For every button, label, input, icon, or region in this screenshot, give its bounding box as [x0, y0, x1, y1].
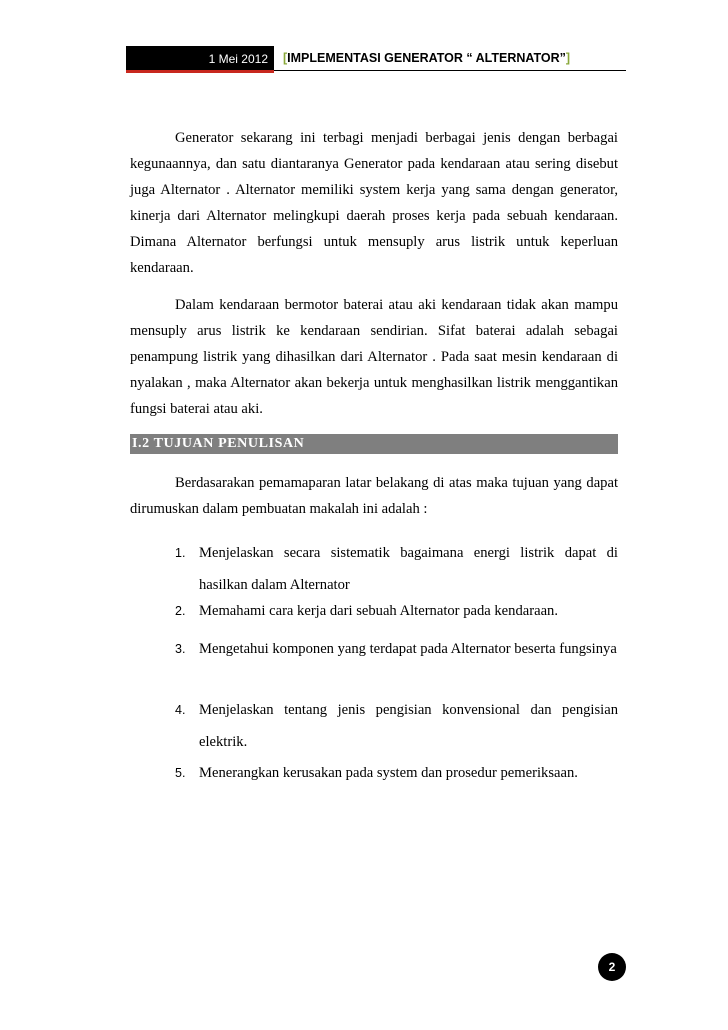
paragraph-battery: Dalam kendaraan bermotor baterai atau aki kendaraan tidak akan mampu mensuply arus listrik ke kendaraan sendirian. Sifat baterai adalah sebagai penampung listrik yang dihasilkan dari Alternator . Pada saat mesin kendaraan di nyalakan , maka Alternator akan bekerja untuk menghasilkan listrik menggantikan fungsi baterai atau aki. — [130, 297, 618, 417]
list-item-text: Memahami cara kerja dari sebuah Alternator pada kendaraan. — [199, 603, 558, 619]
section-intro: Berdasarakan pemamaparan latar belakang di atas maka tujuan yang dapat dirumuskan dalam pembuatan makalah ini adalah : — [130, 475, 618, 517]
list-item-number: 1. — [175, 546, 186, 560]
list-item-number: 5. — [175, 766, 186, 780]
header-rule — [274, 70, 626, 71]
list-item-number: 2. — [175, 604, 186, 618]
header-date-text: 1 Mei 2012 — [208, 52, 268, 66]
list-item-text: Mengetahui komponen yang terdapat pada Alternator beserta fungsinya — [199, 641, 617, 657]
list-item-text: Menjelaskan secara sistematik bagaimana energi listrik dapat di hasilkan dalam Alternator — [199, 545, 618, 593]
list-item-text: Menerangkan kerusakan pada system dan prosedur pemeriksaan. — [199, 765, 578, 781]
header-bracket-close: ] — [565, 51, 571, 65]
header-title — [283, 51, 570, 65]
section-heading: I.2 TUJUAN PENULISAN — [130, 434, 618, 454]
header-accent-line — [126, 70, 274, 73]
header-date — [126, 46, 274, 72]
list-item-number: 3. — [175, 642, 186, 656]
list-item-number: 4. — [175, 703, 186, 717]
page-number-badge — [598, 953, 626, 981]
list-item-text: Menjelaskan tentang jenis pengisian konvensional dan pengisian elektrik. — [199, 702, 618, 750]
header-title-text: IMPLEMENTASI GENERATOR “ ALTERNATOR” — [287, 51, 566, 65]
header-bracket-open: [ — [283, 51, 288, 65]
page-number: 2 — [608, 960, 616, 974]
paragraph-generator: Generator sekarang ini terbagi menjadi berbagai jenis dengan berbagai kegunaannya, dan satu diantaranya Generator pada kendaraan atau sering disebut juga Alternator . Alternator memiliki system kerja yang sama dengan generator, kinerja dari Alternator melingkupi daerah proses kerja pada sebuah kendaraan. Dimana Alternator berfungsi untuk mensuply arus listrik untuk keperluan kendaraan. — [130, 130, 618, 276]
